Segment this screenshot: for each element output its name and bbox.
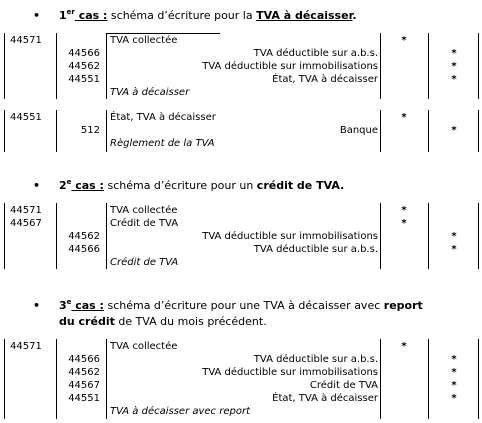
case-word: cas :	[74, 9, 108, 22]
entry-description: TVA à décaisser avec report	[110, 406, 250, 417]
case-2-heading	[33, 178, 473, 194]
case-text: schéma d’écriture pour un	[103, 179, 257, 192]
account-label: TVA déductible sur immobilisations	[202, 367, 378, 378]
credit-account-number: 44562	[68, 231, 100, 242]
credit-marker: *	[451, 393, 457, 404]
case-after: .	[340, 179, 345, 192]
credit-marker: *	[451, 48, 457, 59]
ordinal: 2	[59, 179, 67, 192]
case-1-title	[59, 8, 357, 24]
credit-marker: *	[451, 244, 457, 255]
debit-marker: *	[401, 218, 407, 229]
entry-row	[0, 47, 482, 60]
entry-row	[0, 243, 482, 256]
entry-row	[0, 405, 482, 418]
entry-row	[0, 366, 482, 379]
credit-account-number: 44567	[68, 380, 100, 391]
account-label: Crédit de TVA	[309, 380, 378, 391]
entry-row	[0, 353, 482, 366]
entry-row	[0, 204, 482, 217]
account-label: TVA déductible sur a.b.s.	[253, 48, 378, 59]
credit-account-number: 44562	[68, 367, 100, 378]
entry-row	[0, 137, 482, 150]
debit-account-number: 44567	[10, 218, 42, 229]
account-label: TVA déductible sur immobilisations	[202, 61, 378, 72]
credit-marker: *	[451, 61, 457, 72]
entry-row	[0, 34, 482, 47]
credit-account-number: 44566	[68, 244, 100, 255]
journal-entry-4	[0, 339, 482, 419]
journal-entry-2	[0, 110, 482, 152]
case-text: schéma d’écriture pour la	[107, 9, 257, 22]
case-bold: TVA à décaisser	[256, 9, 353, 22]
bullet-icon: •	[33, 9, 41, 22]
ordinal-sup: e	[66, 178, 72, 186]
credit-marker: *	[451, 354, 457, 365]
debit-marker: *	[401, 35, 407, 46]
case-1-heading	[33, 8, 473, 24]
entry-row	[0, 230, 482, 243]
journal-entry-1	[0, 33, 482, 99]
ordinal-sup: e	[66, 298, 72, 306]
case-3-heading	[33, 298, 473, 330]
credit-marker: *	[451, 74, 457, 85]
entry-description: Règlement de la TVA	[110, 138, 215, 149]
entry-row	[0, 124, 482, 137]
credit-account-number: 44562	[68, 61, 100, 72]
entry-row	[0, 60, 482, 73]
credit-account-number: 512	[80, 125, 100, 136]
debit-account-number: 44551	[10, 112, 42, 123]
entry-row	[0, 256, 482, 269]
credit-account-number: 44566	[68, 354, 100, 365]
case-3-title-line2	[59, 314, 267, 330]
journal-entry-3	[0, 203, 482, 269]
account-label: TVA déductible sur a.b.s.	[253, 244, 378, 255]
entry-row	[0, 217, 482, 230]
entry-description: TVA à décaisser	[110, 87, 190, 98]
debit-account-number: 44571	[10, 35, 42, 46]
case-2-title	[59, 178, 344, 194]
debit-account-number: 44571	[10, 205, 42, 216]
case-text-2: de TVA du mois précédent.	[114, 315, 267, 328]
entry-row	[0, 379, 482, 392]
account-label: État, TVA à décaisser	[110, 112, 216, 123]
case-word: cas :	[71, 299, 104, 312]
account-label: Banque	[339, 125, 378, 136]
bullet-icon: •	[33, 299, 41, 312]
credit-account-number: 44566	[68, 48, 100, 59]
case-bold: crédit de TVA	[256, 179, 341, 192]
account-label: TVA collectée	[110, 205, 178, 216]
debit-marker: *	[401, 341, 407, 352]
account-label: État, TVA à décaisser	[272, 74, 378, 85]
entry-row	[0, 73, 482, 86]
credit-marker: *	[451, 367, 457, 378]
debit-marker: *	[401, 205, 407, 216]
ordinal: 1	[59, 9, 67, 22]
account-label: État, TVA à décaisser	[272, 393, 378, 404]
case-bold-2: du crédit	[59, 315, 115, 328]
account-label: TVA collectée	[110, 341, 178, 352]
debit-marker: *	[401, 112, 407, 123]
case-text: schéma d’écriture pour une TVA à décaisser avec	[103, 299, 384, 312]
entry-description: Crédit de TVA	[110, 257, 179, 268]
account-label: TVA déductible sur immobilisations	[202, 231, 378, 242]
case-after: .	[352, 9, 357, 22]
entry-row	[0, 111, 482, 124]
entry-row	[0, 340, 482, 353]
ordinal: 3	[59, 299, 67, 312]
bullet-icon: •	[33, 179, 41, 192]
account-label: TVA déductible sur a.b.s.	[253, 354, 378, 365]
credit-account-number: 44551	[68, 393, 100, 404]
entry-row	[0, 392, 482, 405]
credit-marker: *	[451, 231, 457, 242]
entry-row	[0, 86, 482, 99]
credit-account-number: 44551	[68, 74, 100, 85]
account-label: Crédit de TVA	[110, 218, 179, 229]
case-word: cas :	[71, 179, 104, 192]
account-label: TVA collectée	[110, 35, 178, 46]
credit-marker: *	[451, 125, 457, 136]
case-bold: report	[383, 299, 423, 312]
credit-marker: *	[451, 380, 457, 391]
debit-account-number: 44571	[10, 341, 42, 352]
ordinal-sup: er	[66, 8, 75, 16]
case-3-title-line1	[59, 298, 423, 314]
